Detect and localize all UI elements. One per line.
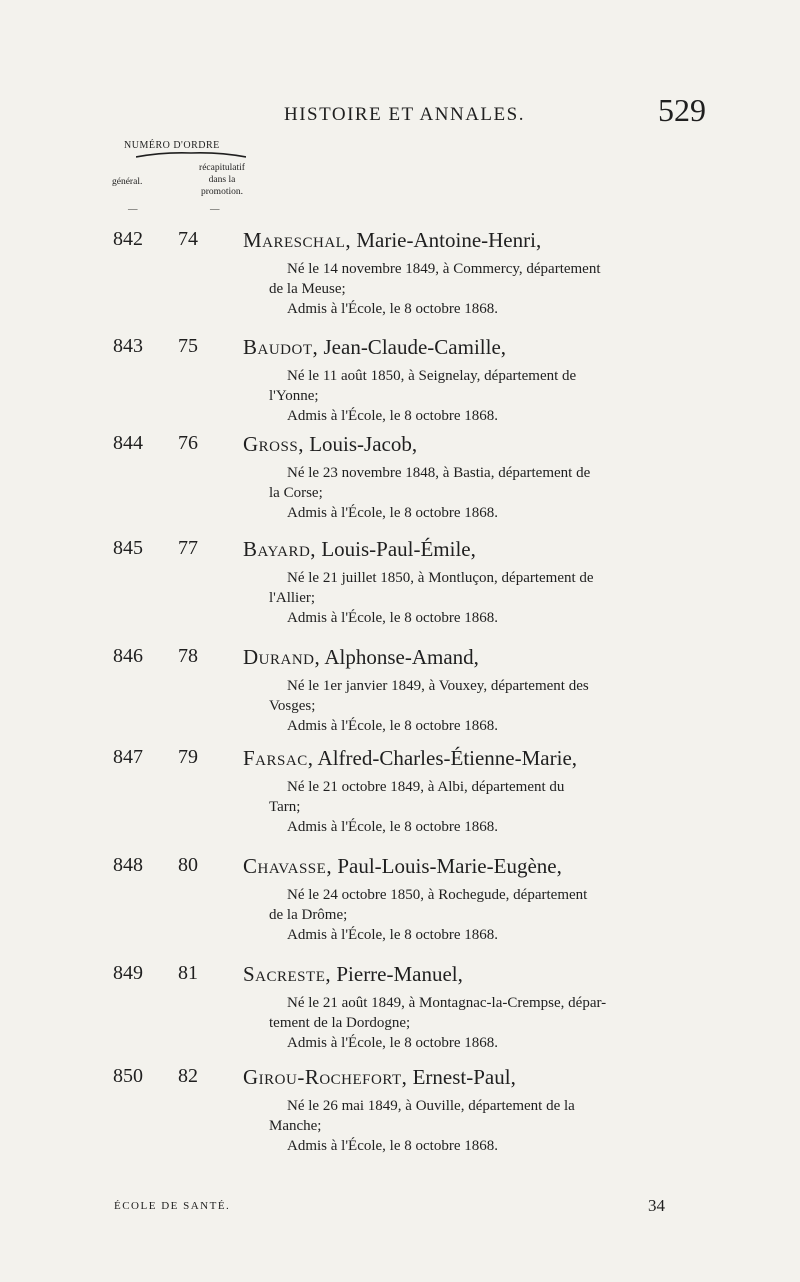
admission-line: Admis à l'École, le 8 octobre 1868. <box>287 1138 498 1154</box>
running-head-title: HISTOIRE ET ANNALES. <box>284 104 525 125</box>
recap-number: 79 <box>178 746 198 768</box>
birth-line-continued: Tarn; <box>269 799 301 815</box>
entry-name <box>243 335 506 360</box>
recap-number: 77 <box>178 537 198 559</box>
entry-given-names: Louis-Jacob, <box>303 432 418 456</box>
page-footer <box>0 1196 800 1220</box>
recap-number: 80 <box>178 854 198 876</box>
entry-given-names: Marie-Antoine-Henri, <box>351 228 542 252</box>
admission-line: Admis à l'École, le 8 octobre 1868. <box>287 927 498 943</box>
recap-line-2: dans la <box>208 175 236 185</box>
entry-given-names: Paul-Louis-Marie-Eugène, <box>332 854 562 878</box>
general-number: 848 <box>113 854 143 876</box>
column-recap-label <box>174 162 270 198</box>
entry-given-names: Jean-Claude-Camille, <box>318 335 507 359</box>
birth-line-continued: de la Drôme; <box>269 907 348 923</box>
birth-line-continued: la Corse; <box>269 485 323 501</box>
column-header <box>112 140 272 220</box>
recap-number: 74 <box>178 228 198 250</box>
recap-number: 76 <box>178 432 198 454</box>
general-number: 845 <box>113 537 143 559</box>
birth-line: Né le 11 août 1850, à Seignelay, département de <box>287 368 577 384</box>
entry-name <box>243 962 463 987</box>
general-number: 844 <box>113 432 143 454</box>
brace-icon <box>136 152 246 158</box>
birth-line: Né le 21 octobre 1849, à Albi, département du <box>287 779 565 795</box>
admission-line: Admis à l'École, le 8 octobre 1868. <box>287 1035 498 1051</box>
birth-line: Né le 21 août 1849, à Montagnac-la-Crempse, dépar- <box>287 995 607 1011</box>
entry-given-names: Pierre-Manuel, <box>331 962 463 986</box>
entry-given-names: Alfred-Charles-Étienne-Marie, <box>313 746 578 770</box>
entry-surname: Sacreste, <box>243 962 332 986</box>
entry-surname: Durand, <box>243 645 321 669</box>
recap-line-1: récapitulatif <box>199 163 245 173</box>
birth-line-continued: tement de la Dordogne; <box>269 1015 411 1031</box>
birth-line-continued: l'Yonne; <box>269 388 319 404</box>
column-dash: — <box>128 205 138 215</box>
entry-name <box>243 537 476 562</box>
admission-line: Admis à l'École, le 8 octobre 1868. <box>287 718 498 734</box>
birth-line-continued: l'Allier; <box>269 590 316 606</box>
page-number: 529 <box>658 92 706 128</box>
entry-surname: Bayard, <box>243 537 317 561</box>
entry-surname: Baudot, <box>243 335 319 359</box>
admission-line: Admis à l'École, le 8 octobre 1868. <box>287 819 498 835</box>
entry-given-names: Ernest-Paul, <box>407 1065 516 1089</box>
birth-line-continued: de la Meuse; <box>269 281 346 297</box>
general-number: 847 <box>113 746 143 768</box>
entry-surname: Girou-Rochefort, <box>243 1065 408 1089</box>
admission-line: Admis à l'École, le 8 octobre 1868. <box>287 301 498 317</box>
general-number: 842 <box>113 228 143 250</box>
general-number: 846 <box>113 645 143 667</box>
recap-number: 78 <box>178 645 198 667</box>
entry-surname: Gross, <box>243 432 304 456</box>
entry-name <box>243 746 577 771</box>
birth-line: Né le 14 novembre 1849, à Commercy, département <box>287 261 601 277</box>
entry-surname: Mareschal, <box>243 228 352 252</box>
entry-name <box>243 854 562 879</box>
birth-line: Né le 21 juillet 1850, à Montluçon, département de <box>287 570 594 586</box>
entry-given-names: Alphonse-Amand, <box>320 645 479 669</box>
birth-line-continued: Vosges; <box>269 698 316 714</box>
entry-name <box>243 228 541 253</box>
admission-line: Admis à l'École, le 8 octobre 1868. <box>287 505 498 521</box>
footer-signature: ÉCOLE DE SANTÉ. <box>114 1200 231 1212</box>
running-head <box>0 92 800 140</box>
column-general-label: général. <box>112 177 143 187</box>
entry-name <box>243 1065 516 1090</box>
signature-mark: 34 <box>648 1196 665 1215</box>
entry-surname: Chavasse, <box>243 854 333 878</box>
general-number: 843 <box>113 335 143 357</box>
recap-number: 75 <box>178 335 198 357</box>
entry-given-names: Louis-Paul-Émile, <box>316 537 476 561</box>
general-number: 849 <box>113 962 143 984</box>
entry-name <box>243 645 479 670</box>
column-dash: — <box>210 205 220 215</box>
birth-line: Né le 26 mai 1849, à Ouville, département de la <box>287 1098 575 1114</box>
birth-line-continued: Manche; <box>269 1118 322 1134</box>
entry-name <box>243 432 417 457</box>
recap-number: 82 <box>178 1065 198 1087</box>
admission-line: Admis à l'École, le 8 octobre 1868. <box>287 610 498 626</box>
admission-line: Admis à l'École, le 8 octobre 1868. <box>287 408 498 424</box>
general-number: 850 <box>113 1065 143 1087</box>
recap-line-3: promotion. <box>201 187 243 197</box>
birth-line: Né le 24 octobre 1850, à Rochegude, département <box>287 887 588 903</box>
column-header-title: NUMÉRO D'ORDRE <box>124 140 220 151</box>
entry-surname: Farsac, <box>243 746 314 770</box>
birth-line: Né le 1er janvier 1849, à Vouxey, département des <box>287 678 589 694</box>
recap-number: 81 <box>178 962 198 984</box>
birth-line: Né le 23 novembre 1848, à Bastia, département de <box>287 465 591 481</box>
